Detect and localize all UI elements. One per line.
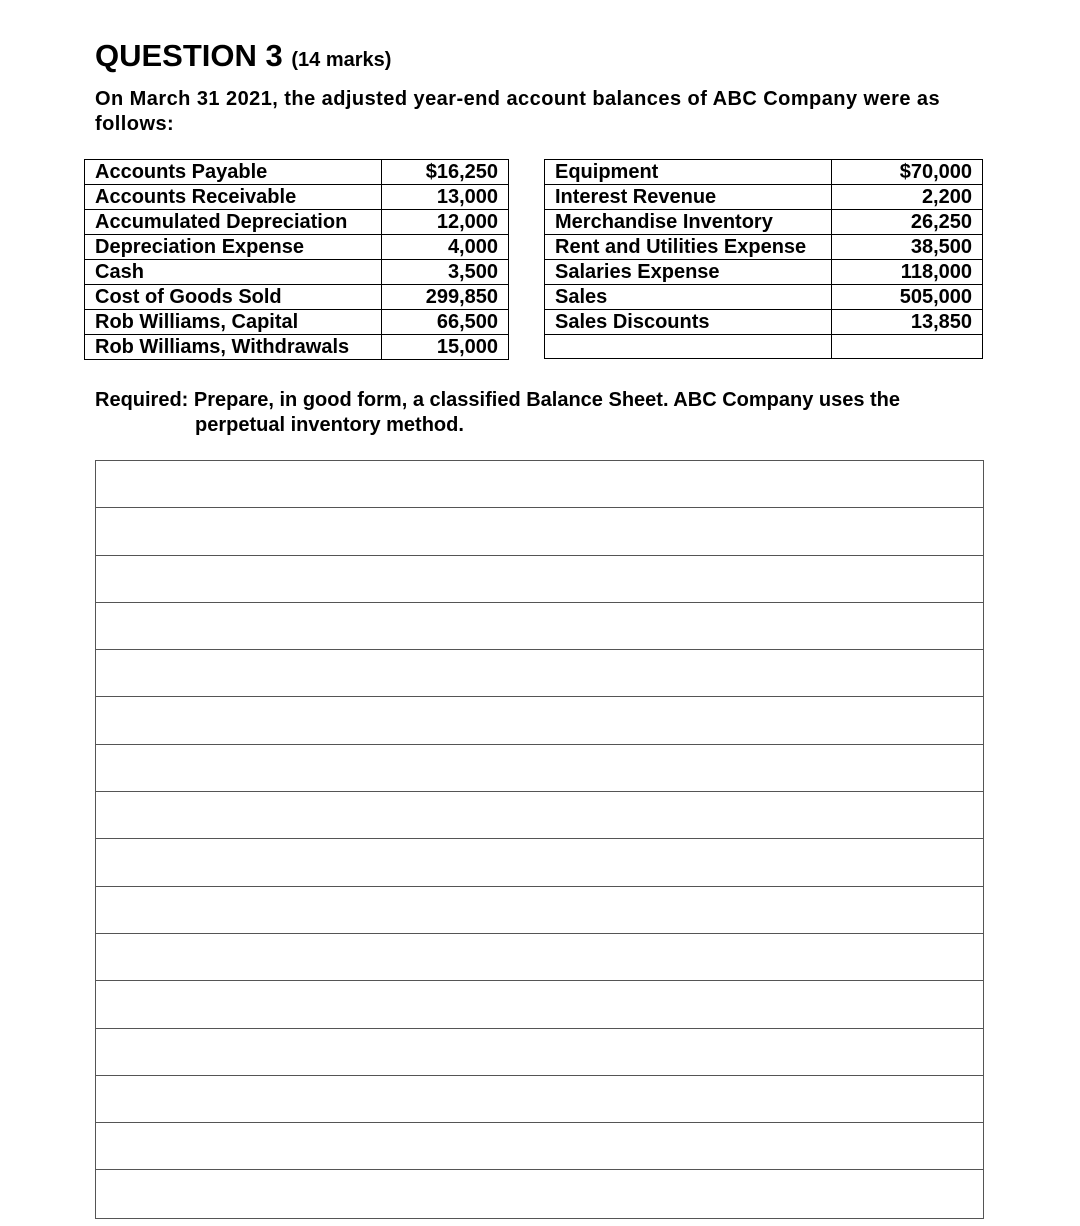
account-balances-table-left <box>84 159 509 360</box>
answer-row[interactable] <box>96 1170 983 1217</box>
account-amount: 13,850 <box>832 310 983 335</box>
answer-row[interactable] <box>96 1029 983 1076</box>
account-balances-table-right <box>544 159 983 359</box>
answer-row[interactable] <box>96 1123 983 1170</box>
account-amount: 3,500 <box>382 260 509 285</box>
account-amount: 15,000 <box>382 335 509 360</box>
answer-row[interactable] <box>96 981 983 1028</box>
account-row <box>545 335 983 359</box>
account-amount: 505,000 <box>832 285 983 310</box>
account-amount: $16,250 <box>382 160 509 185</box>
answer-grid <box>95 460 984 1219</box>
account-name: Accounts Payable <box>85 160 382 185</box>
account-amount: 38,500 <box>832 235 983 260</box>
account-name: Sales <box>545 285 832 310</box>
account-amount: 13,000 <box>382 185 509 210</box>
question-intro: On March 31 2021, the adjusted year-end account balances of ABC Company were as follows: <box>95 88 941 135</box>
question-heading <box>95 38 391 78</box>
answer-row[interactable] <box>96 792 983 839</box>
account-row <box>545 185 983 210</box>
answer-row[interactable] <box>96 887 983 934</box>
account-name: Rent and Utilities Expense <box>545 235 832 260</box>
account-amount: 66,500 <box>382 310 509 335</box>
answer-row[interactable] <box>96 461 983 508</box>
required-line-1: Required: Prepare, in good form, a classified Balance Sheet. ABC Company uses the <box>95 389 901 411</box>
account-amount: 2,200 <box>832 185 983 210</box>
account-row <box>545 285 983 310</box>
answer-row[interactable] <box>96 603 983 650</box>
answer-row[interactable] <box>96 745 983 792</box>
account-amount <box>832 335 983 359</box>
question-title: QUESTION 3 <box>95 38 283 73</box>
account-row <box>85 260 509 285</box>
account-amount: 4,000 <box>382 235 509 260</box>
answer-row[interactable] <box>96 697 983 744</box>
account-row <box>85 335 509 360</box>
account-name: Equipment <box>545 160 832 185</box>
account-name: Salaries Expense <box>545 260 832 285</box>
account-row <box>85 185 509 210</box>
account-name: Interest Revenue <box>545 185 832 210</box>
account-row <box>545 310 983 335</box>
account-name: Sales Discounts <box>545 310 832 335</box>
account-name: Accounts Receivable <box>85 185 382 210</box>
account-amount: $70,000 <box>832 160 983 185</box>
account-name: Merchandise Inventory <box>545 210 832 235</box>
account-row <box>85 160 509 185</box>
answer-row[interactable] <box>96 1076 983 1123</box>
account-row <box>85 285 509 310</box>
account-name <box>545 335 832 359</box>
account-name: Cost of Goods Sold <box>85 285 382 310</box>
account-row <box>85 310 509 335</box>
account-amount: 12,000 <box>382 210 509 235</box>
account-amount: 26,250 <box>832 210 983 235</box>
account-row <box>85 210 509 235</box>
account-name: Rob Williams, Withdrawals <box>85 335 382 360</box>
account-row <box>545 260 983 285</box>
account-name: Accumulated Depreciation <box>85 210 382 235</box>
account-row <box>545 235 983 260</box>
answer-row[interactable] <box>96 556 983 603</box>
account-name: Cash <box>85 260 382 285</box>
answer-row[interactable] <box>96 650 983 697</box>
account-amount: 118,000 <box>832 260 983 285</box>
question-marks: (14 marks) <box>291 49 392 71</box>
account-amount: 299,850 <box>382 285 509 310</box>
account-name: Depreciation Expense <box>85 235 382 260</box>
answer-row[interactable] <box>96 934 983 981</box>
answer-row[interactable] <box>96 508 983 555</box>
account-row <box>545 210 983 235</box>
answer-row[interactable] <box>96 839 983 886</box>
required-instructions <box>95 388 995 438</box>
account-name: Rob Williams, Capital <box>85 310 382 335</box>
required-line-2: perpetual inventory method. <box>195 414 464 436</box>
account-row <box>85 235 509 260</box>
account-row <box>545 160 983 185</box>
